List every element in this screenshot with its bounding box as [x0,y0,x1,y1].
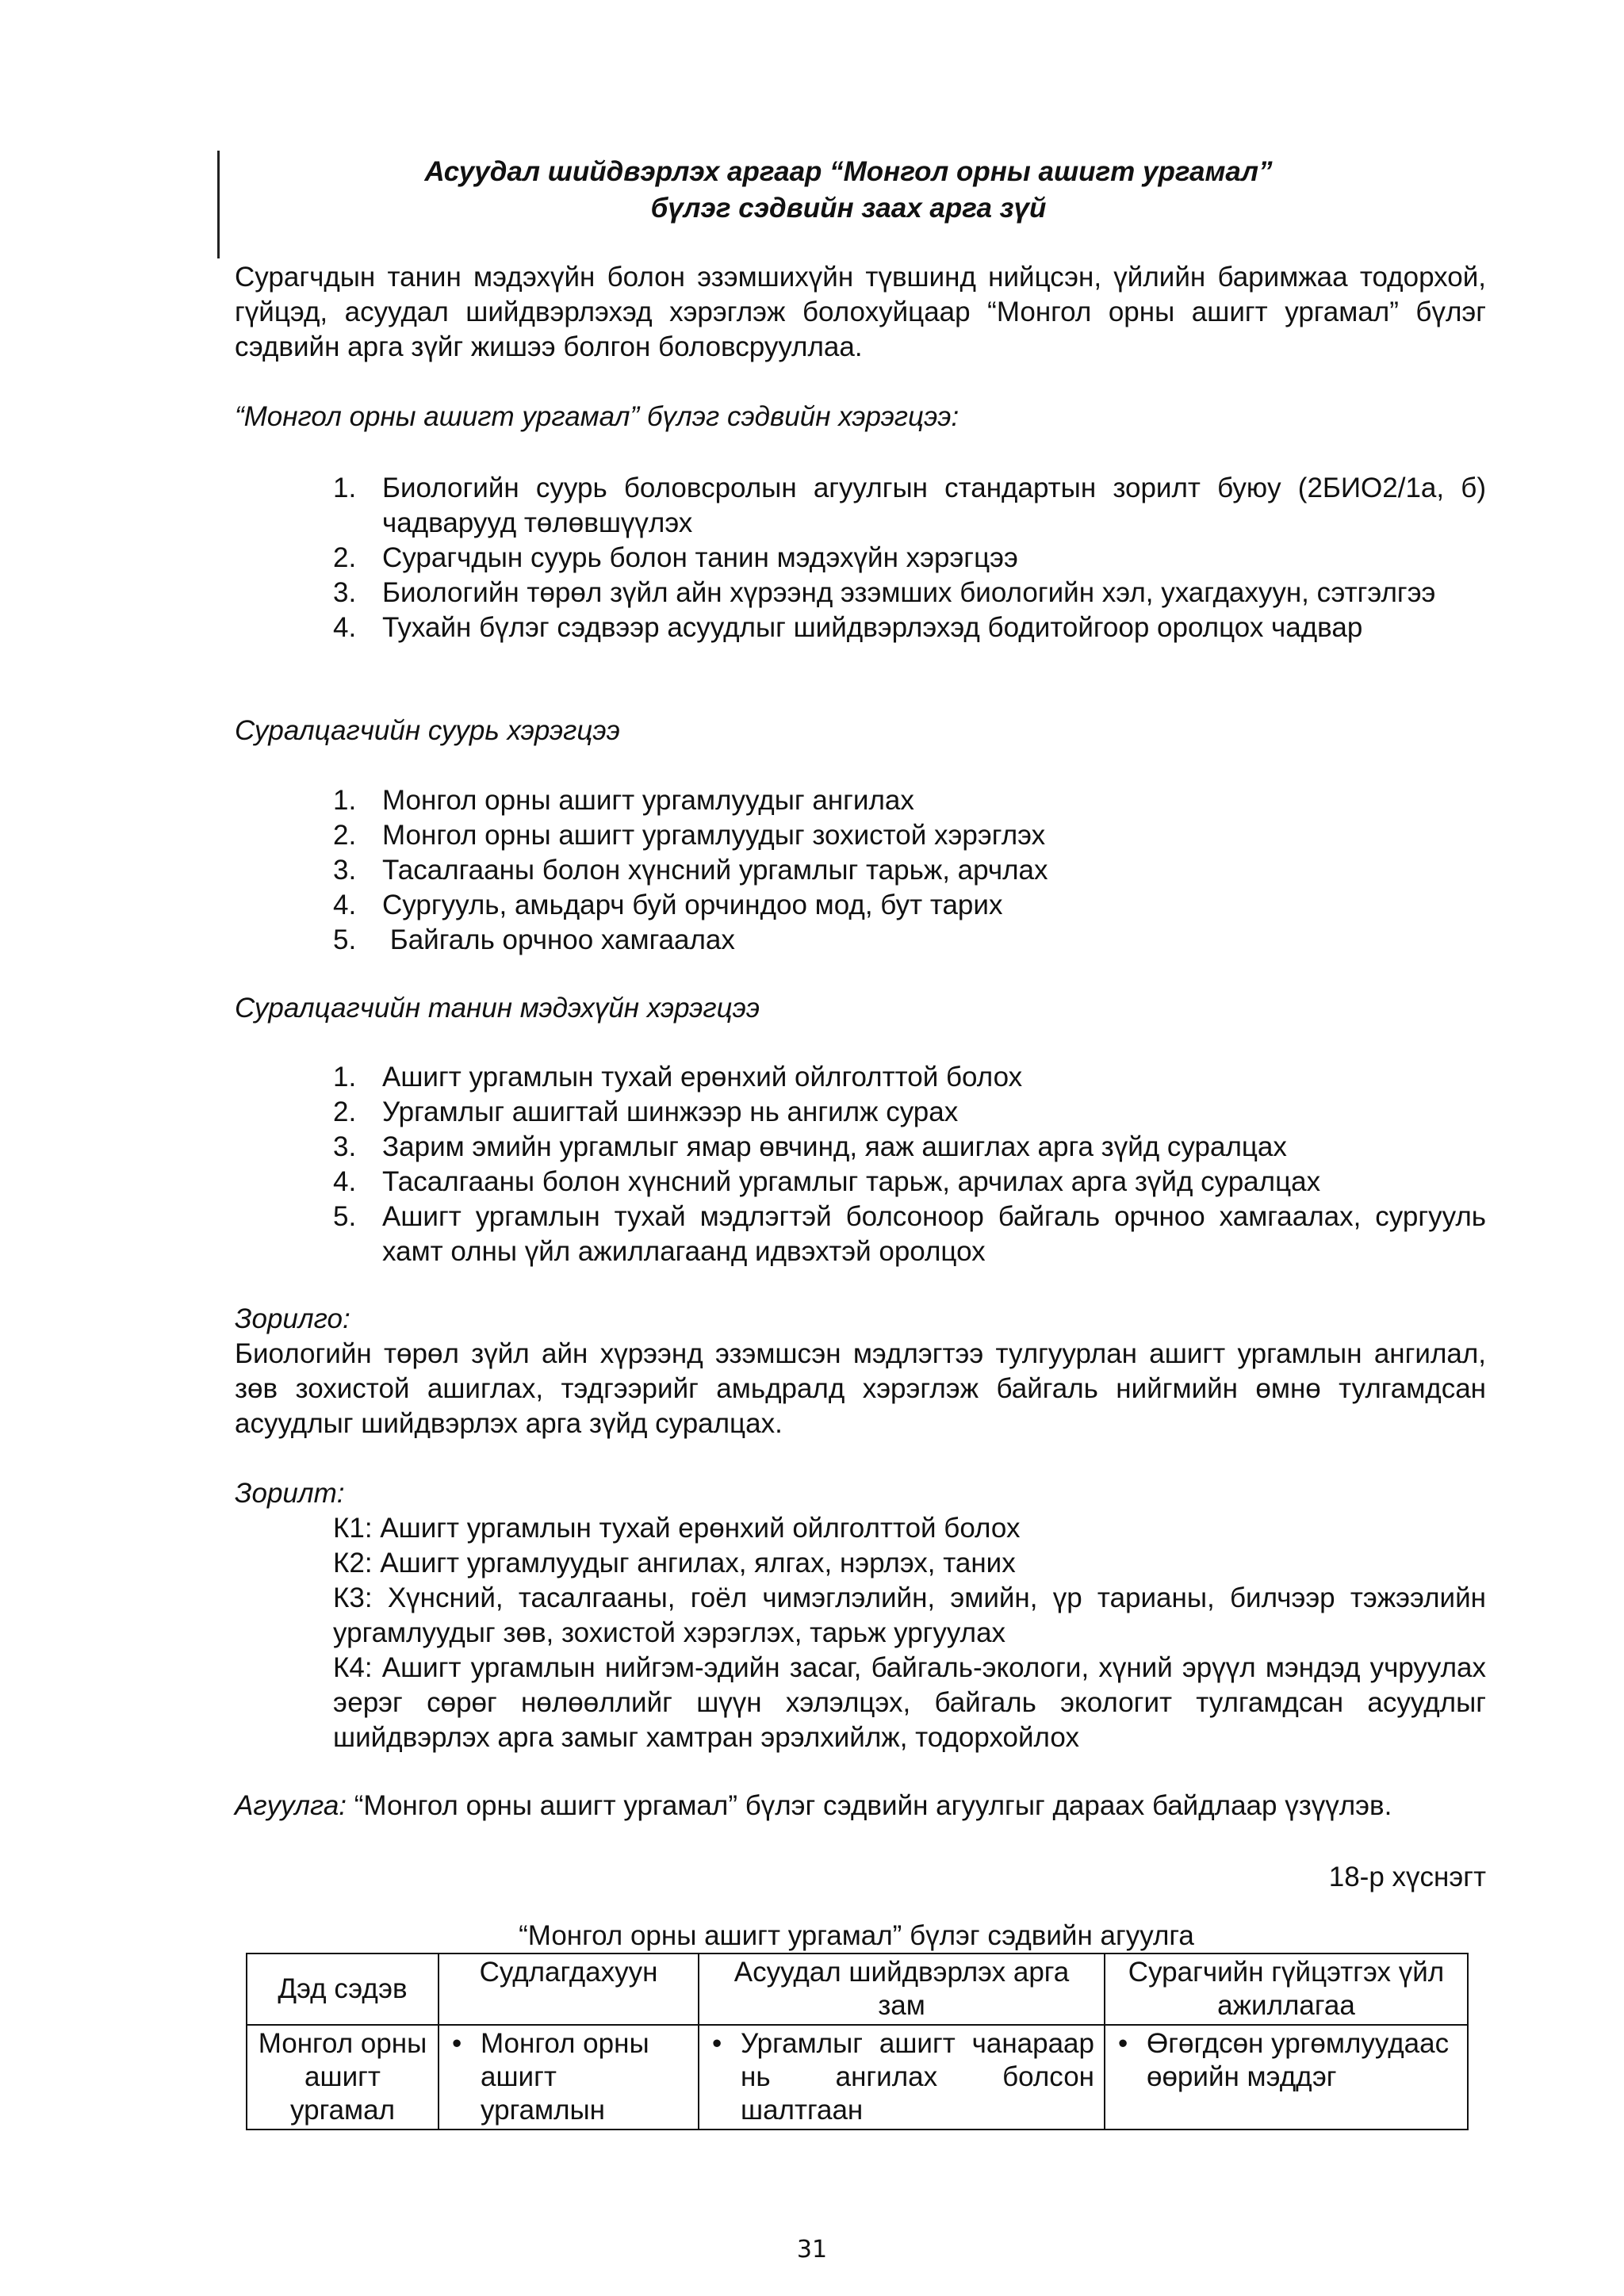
list-item: 2. Монгол орны ашигт ургамлуудыг зохистой хэрэглэх [333,820,1046,851]
table-cell-topic: Монгол орны ашигт ургамал [247,2025,439,2130]
list-item: 3. Зарим эмийн ургамлыг ямар өвчинд, яаж ашиглах арга зүйд суралцах [333,1131,1287,1162]
header-cell: Судлагдахуун [439,1954,699,2025]
cognitive-needs-list [333,1060,1486,1269]
list-item: 2. Ургамлыг ашигтай шинжээр нь ангилж сурах [333,1096,959,1127]
basic-needs-heading: Суралцагчийн суурь хэрэгцээ [235,715,620,746]
list-item: 1. Биологийн суурь боловсролын агуулгын стандартын зорилт буюу (2БИО2/1а, б) чадварууд төлөвшүүлэх [333,473,1486,538]
list-item: 2. Сурагчдын суурь болон танин мэдэхүйн хэрэгцээ [333,542,1018,573]
cognitive-needs-heading: Суралцагчийн танин мэдэхүйн хэрэгцээ [235,993,760,1024]
list-item: 4. Тухайн бүлэг сэдвээр асуудлыг шийдвэрлэхэд бодитойгоор оролцох чадвар [333,612,1363,643]
list-item: 4. Тасалгааны болон хүнсний ургамлыг тарьж, арчилах арга зүйд суралцах [333,1166,1321,1197]
content-paragraph [235,1789,1486,1823]
header-cell: Дэд сэдэв [247,1954,439,2025]
goal-text: Биологийн төрөл зүйл айн хүрээнд эзэмшсэн мэдлэгтээ тулгуурлан ашигт ургамлын ангилал, зөв зохистой ашиглах, тэдгээрийг амьдралд хэрэглэж байгаль нийгмийн өмнө тулгамдсан асуудлыг шийдвэрлэх арга зүйд суралцах. [235,1338,1486,1439]
content-label: Агуулга: [235,1790,347,1821]
header-cell: Сурагчийн гүйцэтгэх үйл ажиллагаа [1105,1954,1468,2025]
needs-heading: “Монгол орны ашигт ургамал” бүлэг сэдвийн хэрэгцээ: [235,401,959,432]
bullet-item: • Монгол орны ашигт ургамлын [449,2027,688,2127]
needs-list [333,471,1486,645]
list-item: 5. Байгаль орчноо хамгаалах [333,924,735,955]
content-text: “Монгол орны ашигт ургамал” бүлэг сэдвийн агуулгыг дараах байдлаар үзүүлэв. [347,1790,1392,1821]
list-item: 4. Сургууль, амьдарч буй орчиндоо мод, бут тарих [333,890,1003,920]
content-table [246,1953,1469,2130]
table-header-row [247,1954,1468,2025]
list-item: 1. Ашигт ургамлын тухай ерөнхий ойлголттой болох [333,1062,1023,1093]
objective-k2: К2: Ашигт ургамлуудыг ангилах, ялгах, нэрлэх, таних [333,1548,1016,1578]
table-caption: “Монгол орны ашигт ургамал” бүлэг сэдвийн агуулга [519,1920,1194,1951]
bullet-item: • Ургамлыг ашигт чанараар нь ангилах болсон шалтгаан [709,2027,1094,2127]
title-line-2: бүлэг сэдвийн заах арга зүй [650,193,1047,224]
table-cell-method [699,2025,1105,2130]
list-item: 3. Биологийн төрөл зүйл айн хүрээнд эзэмших биологийн хэл, ухагдахуун, сэтгэлгээ [333,577,1436,608]
objective-k4: К4: Ашигт ургамлын нийгэм-эдийн засаг, байгаль-экологи, хүний эрүүл мэндэд учруулах эерэг сөрөг нөлөөллийг шүүн хэлэлцэх, байгаль экологит тулгамдсан асуудлыг шийдвэрлэх арга замыг хамтран эрэлхийлж, тодорхойлох [333,1652,1486,1753]
table-cell-activity [1105,2025,1468,2130]
list-item: 5. Ашигт ургамлын тухай мэдлэгтэй болсоноор байгаль орчноо хамгаалах, сургууль хамт олны үйл ажиллагаанд идвэхтэй оролцох [333,1201,1486,1267]
list-item: 3. Тасалгааны болон хүнсний ургамлыг тарьж, арчлах [333,855,1048,886]
title-line-1: Асуудал шийдвэрлэх аргаар “Монгол орны ашигт ургамал” [424,156,1273,187]
bullet-item: • Өгөгдсөн ургөмлуудаас өөрийн мэддэг [1115,2027,1457,2094]
basic-needs-list [333,783,1486,958]
objective-k1: К1: Ашигт ургамлын тухай ерөнхий ойлголттой болох [333,1513,1021,1544]
margin-bar [217,151,220,258]
list-item: 1. Монгол орны ашигт ургамлуудыг ангилах [333,785,914,816]
table-cell-subject [439,2025,699,2130]
goal-heading: Зорилго: [235,1303,350,1334]
intro-paragraph: Сурагчдын танин мэдэхүйн болон эзэмшихүйн түвшинд нийцсэн, үйлийн баримжаа тодорхой, гүйцэд, асуудал шийдвэрлэхэд хэрэглэж болохуйцаар “Монгол орны ашигт ургамал” бүлэг сэдвийн арга зүйг жишээ болгон боловсрууллаа. [235,262,1486,362]
objective-k3: К3: Хүнсний, тасалгааны, гоёл чимэглэлийн, эмийн, үр тарианы, билчээр тэжээлийн ургамлуудыг зөв, зохистой хэрэглэх, тарьж ургуулах [333,1582,1486,1648]
page-number: 31 [796,2236,828,2263]
table-row [247,2025,1468,2130]
objectives-heading: Зорилт: [235,1478,345,1509]
header-cell: Асуудал шийдвэрлэх арга зам [699,1954,1105,2025]
table-number: 18-р хүснэгт [1328,1862,1486,1892]
